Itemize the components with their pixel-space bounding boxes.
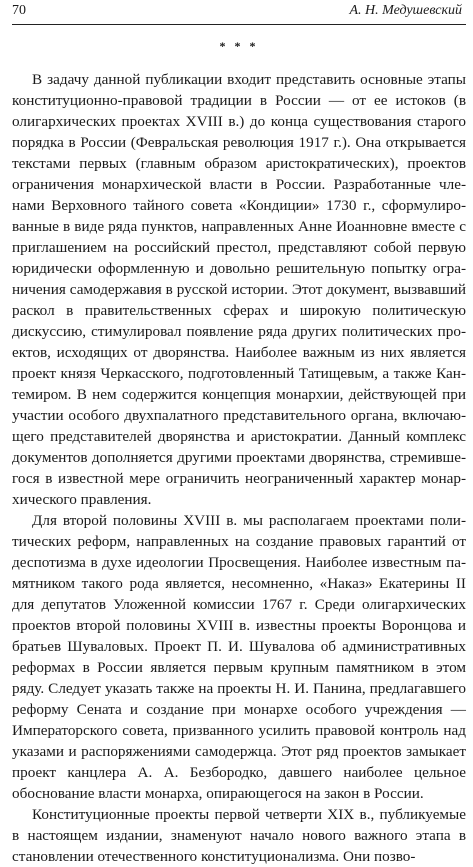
- page-number: 70: [12, 3, 26, 18]
- header-rule: [12, 24, 466, 25]
- body-paragraph: Для второй половины XVIII в. мы располагаем проектами политических реформ, направленных на создание правовых гарантий от деспотизма в духе идеологии Просвещения. Наиболее известным памятником такого рода является, несомненно, «Наказ» Екатерины II для депутатов Уложенной комиссии 1767 г. Среди олигархических проектов второй половины XVIII в. известны проекты Воронцова и братьев Шуваловых. Проект П. И. Шувалова об административных реформах в России является первым крупным памятником в этом ряду. Следует указать также на проекты Н. И. Панина, предлагавшего реформу Сената и создание при монархе особого учреждения — Императорского совета, призванного усилить правовой контроль над указами и распоряжениями самодержца. Этот ряд проектов замыкает проект канцлера А. А. Безбородко, давшего наиболее цельное обоснование власти монарха, опирающегося на закон в России.: [12, 512, 466, 802]
- running-header: [12, 2, 466, 24]
- body-paragraph: В задачу данной публикации входит представить основные этапы конституционно-правовой традиции в России — от ее истоков (в олигархических проектах XVIII в.) до конца существования старого порядка в России (Февральская революция 1917 г.). Она открывается текстами первых (главным образом аристократических), проектов ограничения монархической власти в России. Разработанные членами Верховного тайного совета «Кондиции» 1730 г., сформулированные в виде ряда пунктов, направленных Анне Иоанновне вместе с приглашением на российский престол, представляют собой первую юридически оформленную и довольно решительную попытку ограничения самодержавия в русской истории. Этот документ, вызвавший раскол в правительственных сферах и широкую политическую дискуссию, стимулировал появление ряда других политических проектов, исходящих от дворянства. Наиболее важным из них является проект князя Черкасского, подготовленный Татищевым, а также Кантемиром. В нем содержится концепция монархии, действующей при участии особого двухпалатного представительного органа, включающего представителей дворянства и аристократии. Данный комплекс документов дополняется другими проектами дворянства, стремившегося в известной мере ограничить неограниченный характер монархического правления.: [12, 71, 466, 508]
- section-separator: * * *: [219, 39, 259, 53]
- running-author: А. Н. Медушевский: [349, 3, 462, 18]
- body-paragraph: Конституционные проекты первой четверти XIX в., публикуемые в настоящем издании, знаменуют начало нового важного этапа в становлении отечественного конституционализма. Они позво-: [12, 806, 466, 865]
